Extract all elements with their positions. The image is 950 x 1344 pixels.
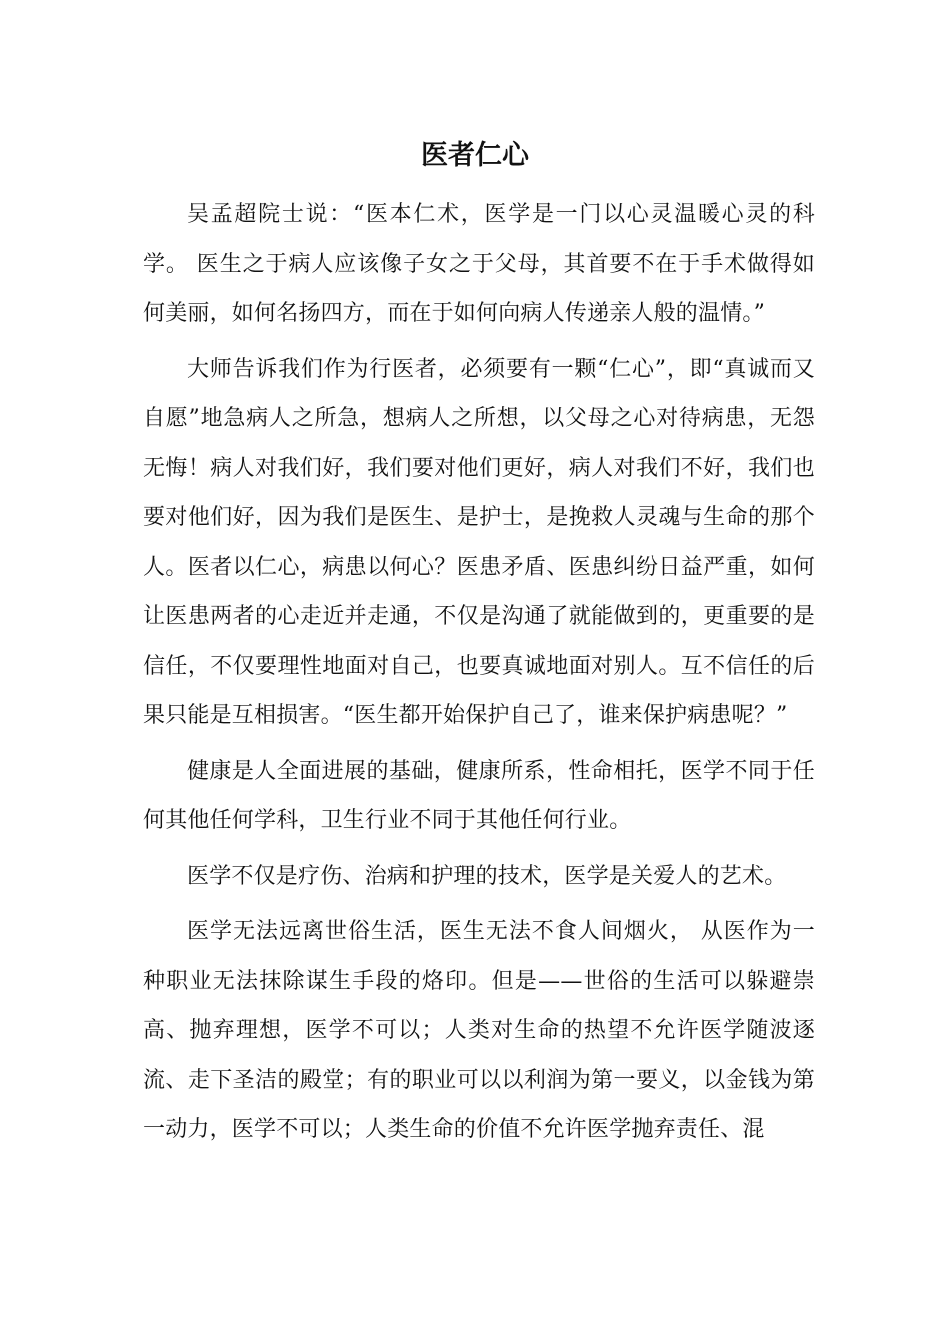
paragraph-2: 大师告诉我们作为行医者，必须要有一颗“仁心”，即“真诚而又自愿”地急病人之所急，想病人之所想，以父母之心对待病患，无怨无悔！病人对我们好，我们要对他们更好，病人对我们不好，我们也要对他们好，因为我们是医生、是护士，是挽救人灵魂与生命的那个人。医者以仁心，病患以何心？医患矛盾、医患纠纷日益严重，如何让医患两者的心走近并走通，不仅是沟通了就能做到的，更重要的是信任，不仅要理性地面对自己，也要真诚地面对别人。互不信任的后果只能是互相损害。“医生都开始保护自己了，谁来保护病患呢？” <box>143 356 815 728</box>
paragraph-5: 医学无法远离世俗生活，医生无法不食人间烟火， 从医作为一种职业无法抹除谋生手段的烙印。但是——世俗的生活可以躲避崇高、抛弃理想，医学不可以；人类对生命的热望不允许医学随波逐流、走下圣洁的殿堂；有的职业可以以利润为第一要义，以金钱为第一动力，医学不可以；人类生命的价值不允许医学抛弃责任、混 <box>143 919 815 1142</box>
paragraph-3: 健康是人全面进展的基础，健康所系，性命相托，医学不同于任何其他任何学科，卫生行业不同于其他任何行业。 <box>143 758 815 833</box>
paragraph-4: 医学不仅是疗伤、治病和护理的技术，医学是关爱人的艺术。 <box>187 863 787 889</box>
paragraph-1: 吴孟超院士说：“医本仁术，医学是一门以心灵温暖心灵的科学。 医生之于病人应该像子女之于父母，其首要不在于手术做得如何美丽，如何名扬四方，而在于如何向病人传递亲人般的温情。” <box>143 202 815 326</box>
document-title: 医者仁心 <box>421 140 529 171</box>
document-body <box>143 190 815 1161</box>
